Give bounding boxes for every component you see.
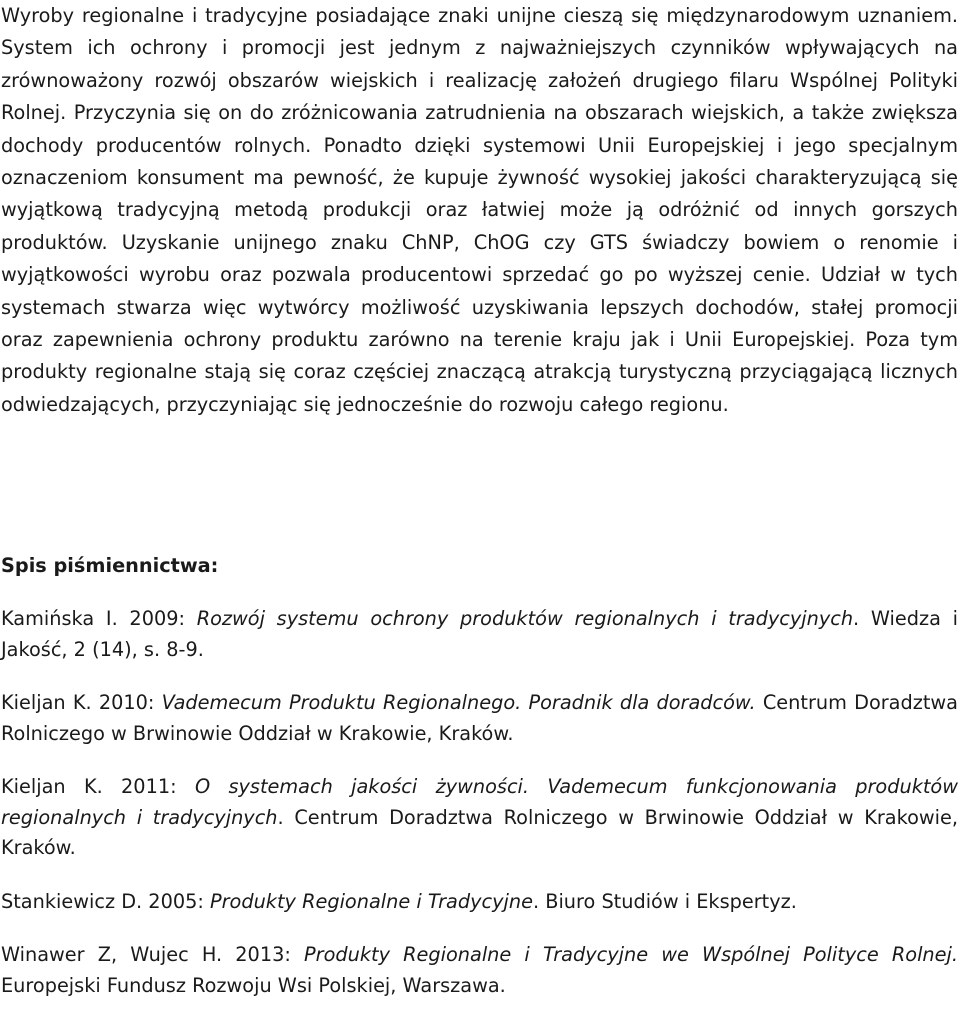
reference-details: . Centrum Doradztwa Rolniczego w Brwinowie Oddział w Krakowie, Kraków. [1,805,958,859]
reference-title: O systemach jakości żywności. Vademecum funkcjonowania produktów regionalnych i tradycyjnych [1,775,958,829]
reference-author: Winawer Z, Wujec H. 2013: [1,943,305,966]
reference-author: Kieljan K. 2010: [1,691,162,714]
reference-item [1,688,958,749]
reference-title: Vademecum Produktu Regionalnego. Poradnik dla doradców. [161,691,756,714]
reference-title: Produkty Regionalne i Tradycyjne we Wspólnej Polityce Rolnej. [304,943,958,966]
reference-title: Produkty Regionalne i Tradycyjne [210,889,533,913]
reference-details: Europejski Fundusz Rozwoju Wsi Polskiej, Warszawa. [1,973,506,997]
reference-item [1,887,958,918]
reference-author: Kamińska I. 2009: [1,607,197,630]
reference-details: . Biuro Studiów i Ekspertyz. [532,889,797,913]
reference-item [1,772,958,864]
reference-item [1,940,958,1001]
reference-title: Rozwój systemu ochrony produktów regionalnych i tradycyjnych [196,607,854,630]
reference-details: Centrum Doradztwa Rolniczego w Brwinowie Oddział w Krakowie, Kraków. [1,691,958,745]
reference-author: Kieljan K. 2011: [1,775,195,798]
reference-item [1,604,958,665]
main-paragraph: Wyroby regionalne i tradycyjne posiadające znaki unijne cieszą się międzynarodowym uznaniem. System ich ochrony i promocji jest jednym z najważniejszych czynników wpływających na zrównoważony rozwój obszarów wiejskich i realizację założeń drugiego filaru Wspólnej Polityki Rolnej. Przyczynia się on do zróżnicowania zatrudnienia na obszarach wiejskich, a także zwiększa dochody producentów rolnych. Ponadto dzięki systemowi Unii Europejskiej i jego specjalnym oznaczeniom konsument ma pewność, że kupuje żywność wysokiej jakości charakteryzującą się wyjątkową tradycyjną metodą produkcji oraz łatwiej może ją odróżnić od innych gorszych produktów. Uzyskanie unijnego znaku ChNP, ChOG czy GTS świadczy bowiem o renomie i wyjątkowości wyrobu oraz pozwala producentowi sprzedać go po wyższej cenie. Udział w tych systemach stwarza więc wytwórcy możliwość uzyskiwania lepszych dochodów, stałej promocji oraz zapewnienia ochrony produktu zarówno na terenie kraju jak i Unii Europejskiej. Poza tym produkty regionalne stają się coraz częściej znaczącą atrakcją turystyczną przyciągającą licznych odwiedzających, przyczyniając się jednocześnie do rozwoju całego regionu. [1,4,958,416]
bibliography-list [1,604,958,1024]
reference-author: Stankiewicz D. 2005: [1,889,210,913]
reference-details: . Wiedza i Jakość, 2 (14), s. 8-9. [1,607,959,661]
bibliography-title: Spis piśmiennictwa: [1,554,219,577]
